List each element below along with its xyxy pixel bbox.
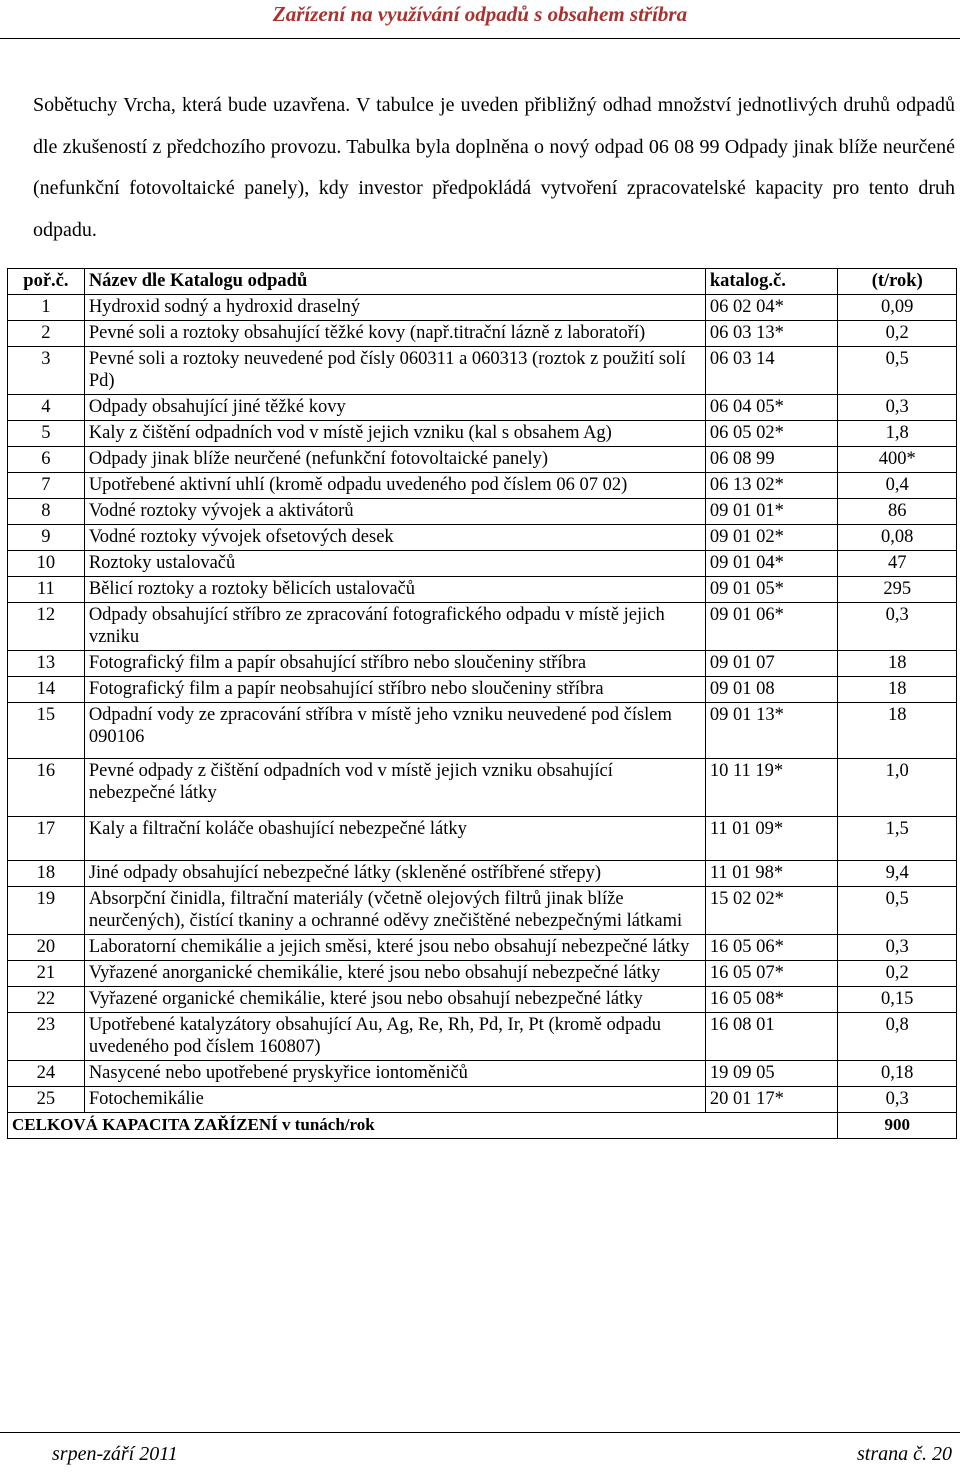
cell-num: 19 <box>8 887 85 935</box>
cell-name: Odpady jinak blíže neurčené (nefunkční fotovoltaické panely) <box>84 447 705 473</box>
cell-code: 06 08 99 <box>705 447 838 473</box>
cell-code: 09 01 07 <box>705 651 838 677</box>
cell-num: 12 <box>8 603 85 651</box>
cell-num: 5 <box>8 421 85 447</box>
cell-code: 15 02 02* <box>705 887 838 935</box>
cell-name: Jiné odpady obsahující nebezpečné látky (skleněné ostříbřené střepy) <box>84 861 705 887</box>
cell-code: 11 01 09* <box>705 817 838 861</box>
cell-code: 09 01 08 <box>705 677 838 703</box>
table-row <box>8 703 957 759</box>
cell-name: Kaly z čištění odpadních vod v místě jejich vzniku (kal s obsahem Ag) <box>84 421 705 447</box>
table-row <box>8 577 957 603</box>
cell-qty: 0,5 <box>838 887 957 935</box>
cell-num: 22 <box>8 987 85 1013</box>
cell-name: Absorpční činidla, filtrační materiály (včetně olejových filtrů jinak blíže neurčených), čistící tkaniny a ochranné oděvy znečištěné nebezpečnými látkami <box>84 887 705 935</box>
table-row <box>8 759 957 817</box>
table-row <box>8 1061 957 1087</box>
cell-qty: 18 <box>838 651 957 677</box>
table-row <box>8 499 957 525</box>
cell-num: 3 <box>8 347 85 395</box>
table-row <box>8 1087 957 1113</box>
cell-qty: 0,18 <box>838 1061 957 1087</box>
cell-qty: 0,3 <box>838 395 957 421</box>
table-row <box>8 1013 957 1061</box>
cell-name: Odpady obsahující jiné těžké kovy <box>84 395 705 421</box>
cell-name: Vodné roztoky vývojek a aktivátorů <box>84 499 705 525</box>
header-divider <box>0 38 960 39</box>
cell-code: 09 01 01* <box>705 499 838 525</box>
cell-code: 11 01 98* <box>705 861 838 887</box>
cell-num: 24 <box>8 1061 85 1087</box>
cell-code: 06 04 05* <box>705 395 838 421</box>
footer-date: srpen-září 2011 <box>52 1443 178 1465</box>
cell-code: 16 05 07* <box>705 961 838 987</box>
cell-name: Nasycené nebo upotřebené pryskyřice iontoměničů <box>84 1061 705 1087</box>
table-row <box>8 935 957 961</box>
table-row <box>8 347 957 395</box>
cell-num: 11 <box>8 577 85 603</box>
cell-code: 20 01 17* <box>705 1087 838 1113</box>
table-row <box>8 861 957 887</box>
cell-qty: 0,2 <box>838 961 957 987</box>
document-title: Zařízení na využívání odpadů s obsahem stříbra <box>272 2 688 26</box>
header-qty: (t/rok) <box>838 269 957 295</box>
cell-name: Fotochemikálie <box>84 1087 705 1113</box>
cell-num: 20 <box>8 935 85 961</box>
table-row <box>8 321 957 347</box>
cell-num: 1 <box>8 295 85 321</box>
cell-name: Fotografický film a papír obsahující stříbro nebo sloučeniny stříbra <box>84 651 705 677</box>
cell-num: 21 <box>8 961 85 987</box>
footer-page-number: strana č. 20 <box>857 1443 952 1465</box>
cell-name: Vyřazené organické chemikálie, které jsou nebo obsahují nebezpečné látky <box>84 987 705 1013</box>
footer-divider <box>0 1432 960 1433</box>
cell-num: 6 <box>8 447 85 473</box>
cell-code: 16 05 06* <box>705 935 838 961</box>
cell-name: Upotřebené aktivní uhlí (kromě odpadu uvedeného pod číslem 06 07 02) <box>84 473 705 499</box>
cell-code: 09 01 06* <box>705 603 838 651</box>
intro-paragraph: Sobětuchy Vrcha, která bude uzavřena. V tabulce je uveden přibližný odhad množství jednotlivých druhů odpadů dle zkušeností z předchozího provozu. Tabulka byla doplněna o nový odpad 06 08 99 Odpady jinak blíže neurčené (nefunkční fotovoltaické panely), kdy investor předpokládá vytvoření zpracovatelské kapacity pro tento druh odpadu. <box>33 94 955 241</box>
cell-code: 16 05 08* <box>705 987 838 1013</box>
cell-num: 16 <box>8 759 85 817</box>
cell-qty: 0,4 <box>838 473 957 499</box>
table-body <box>8 295 957 1113</box>
cell-code: 06 13 02* <box>705 473 838 499</box>
header-name: Název dle Katalogu odpadů <box>84 269 705 295</box>
cell-num: 13 <box>8 651 85 677</box>
cell-name: Upotřebené katalyzátory obsahující Au, Ag, Re, Rh, Pd, Ir, Pt (kromě odpadu uvedeného pod číslem 160807) <box>84 1013 705 1061</box>
cell-name: Vyřazené anorganické chemikálie, které jsou nebo obsahují nebezpečné látky <box>84 961 705 987</box>
cell-qty: 1,5 <box>838 817 957 861</box>
cell-qty: 18 <box>838 677 957 703</box>
cell-qty: 9,4 <box>838 861 957 887</box>
table-row <box>8 551 957 577</box>
cell-code: 09 01 04* <box>705 551 838 577</box>
cell-qty: 0,15 <box>838 987 957 1013</box>
cell-code: 06 03 13* <box>705 321 838 347</box>
cell-num: 7 <box>8 473 85 499</box>
header-code: katalog.č. <box>705 269 838 295</box>
cell-code: 19 09 05 <box>705 1061 838 1087</box>
cell-num: 10 <box>8 551 85 577</box>
cell-num: 2 <box>8 321 85 347</box>
cell-name: Bělicí roztoky a roztoky bělicích ustalovačů <box>84 577 705 603</box>
page-footer <box>0 1430 960 1473</box>
cell-qty: 0,2 <box>838 321 957 347</box>
cell-name: Odpadní vody ze zpracování stříbra v místě jeho vzniku neuvedené pod číslem 090106 <box>84 703 705 759</box>
cell-num: 23 <box>8 1013 85 1061</box>
cell-qty: 0,08 <box>838 525 957 551</box>
cell-code: 09 01 05* <box>705 577 838 603</box>
waste-table <box>7 268 957 1139</box>
cell-num: 15 <box>8 703 85 759</box>
cell-num: 14 <box>8 677 85 703</box>
cell-qty: 47 <box>838 551 957 577</box>
cell-code: 09 01 02* <box>705 525 838 551</box>
table-row <box>8 447 957 473</box>
cell-name: Pevné soli a roztoky neuvedené pod čísly 060311 a 060313 (roztok z použití solí Pd) <box>84 347 705 395</box>
cell-code: 16 08 01 <box>705 1013 838 1061</box>
cell-name: Pevné soli a roztoky obsahující těžké kovy (např.titrační lázně z laboratoří) <box>84 321 705 347</box>
cell-code: 06 03 14 <box>705 347 838 395</box>
cell-qty: 295 <box>838 577 957 603</box>
table-row <box>8 987 957 1013</box>
cell-qty: 1,0 <box>838 759 957 817</box>
cell-num: 4 <box>8 395 85 421</box>
cell-name: Vodné roztoky vývojek ofsetových desek <box>84 525 705 551</box>
cell-num: 8 <box>8 499 85 525</box>
cell-name: Pevné odpady z čištění odpadních vod v místě jejich vzniku obsahující nebezpečné látky <box>84 759 705 817</box>
cell-num: 18 <box>8 861 85 887</box>
cell-code: 06 05 02* <box>705 421 838 447</box>
cell-num: 17 <box>8 817 85 861</box>
cell-name: Laboratorní chemikálie a jejich směsi, které jsou nebo obsahují nebezpečné látky <box>84 935 705 961</box>
cell-qty: 0,3 <box>838 603 957 651</box>
table-header-row <box>8 269 957 295</box>
cell-num: 25 <box>8 1087 85 1113</box>
cell-qty: 400* <box>838 447 957 473</box>
table-row <box>8 651 957 677</box>
table-row <box>8 525 957 551</box>
table-row <box>8 887 957 935</box>
cell-name: Hydroxid sodný a hydroxid draselný <box>84 295 705 321</box>
cell-qty: 0,3 <box>838 1087 957 1113</box>
table-row <box>8 295 957 321</box>
cell-qty: 0,09 <box>838 295 957 321</box>
cell-qty: 1,8 <box>838 421 957 447</box>
total-row <box>8 1113 957 1139</box>
cell-name: Kaly a filtrační koláče obashující nebezpečné látky <box>84 817 705 861</box>
table-row <box>8 677 957 703</box>
cell-name: Fotografický film a papír neobsahující stříbro nebo sloučeniny stříbra <box>84 677 705 703</box>
table-row <box>8 473 957 499</box>
cell-qty: 18 <box>838 703 957 759</box>
cell-name: Odpady obsahující stříbro ze zpracování fotografického odpadu v místě jejich vzniku <box>84 603 705 651</box>
total-label: CELKOVÁ KAPACITA ZAŘÍZENÍ v tunách/rok <box>8 1113 838 1139</box>
cell-code: 10 11 19* <box>705 759 838 817</box>
table-row <box>8 421 957 447</box>
cell-qty: 0,8 <box>838 1013 957 1061</box>
cell-name: Roztoky ustalovačů <box>84 551 705 577</box>
cell-code: 06 02 04* <box>705 295 838 321</box>
cell-code: 09 01 13* <box>705 703 838 759</box>
table-row <box>8 395 957 421</box>
total-qty: 900 <box>838 1113 957 1139</box>
page-header <box>0 0 960 48</box>
table-row <box>8 961 957 987</box>
cell-num: 9 <box>8 525 85 551</box>
cell-qty: 0,5 <box>838 347 957 395</box>
header-num: poř.č. <box>8 269 85 295</box>
table-row <box>8 603 957 651</box>
table-row <box>8 817 957 861</box>
cell-qty: 86 <box>838 499 957 525</box>
cell-qty: 0,3 <box>838 935 957 961</box>
